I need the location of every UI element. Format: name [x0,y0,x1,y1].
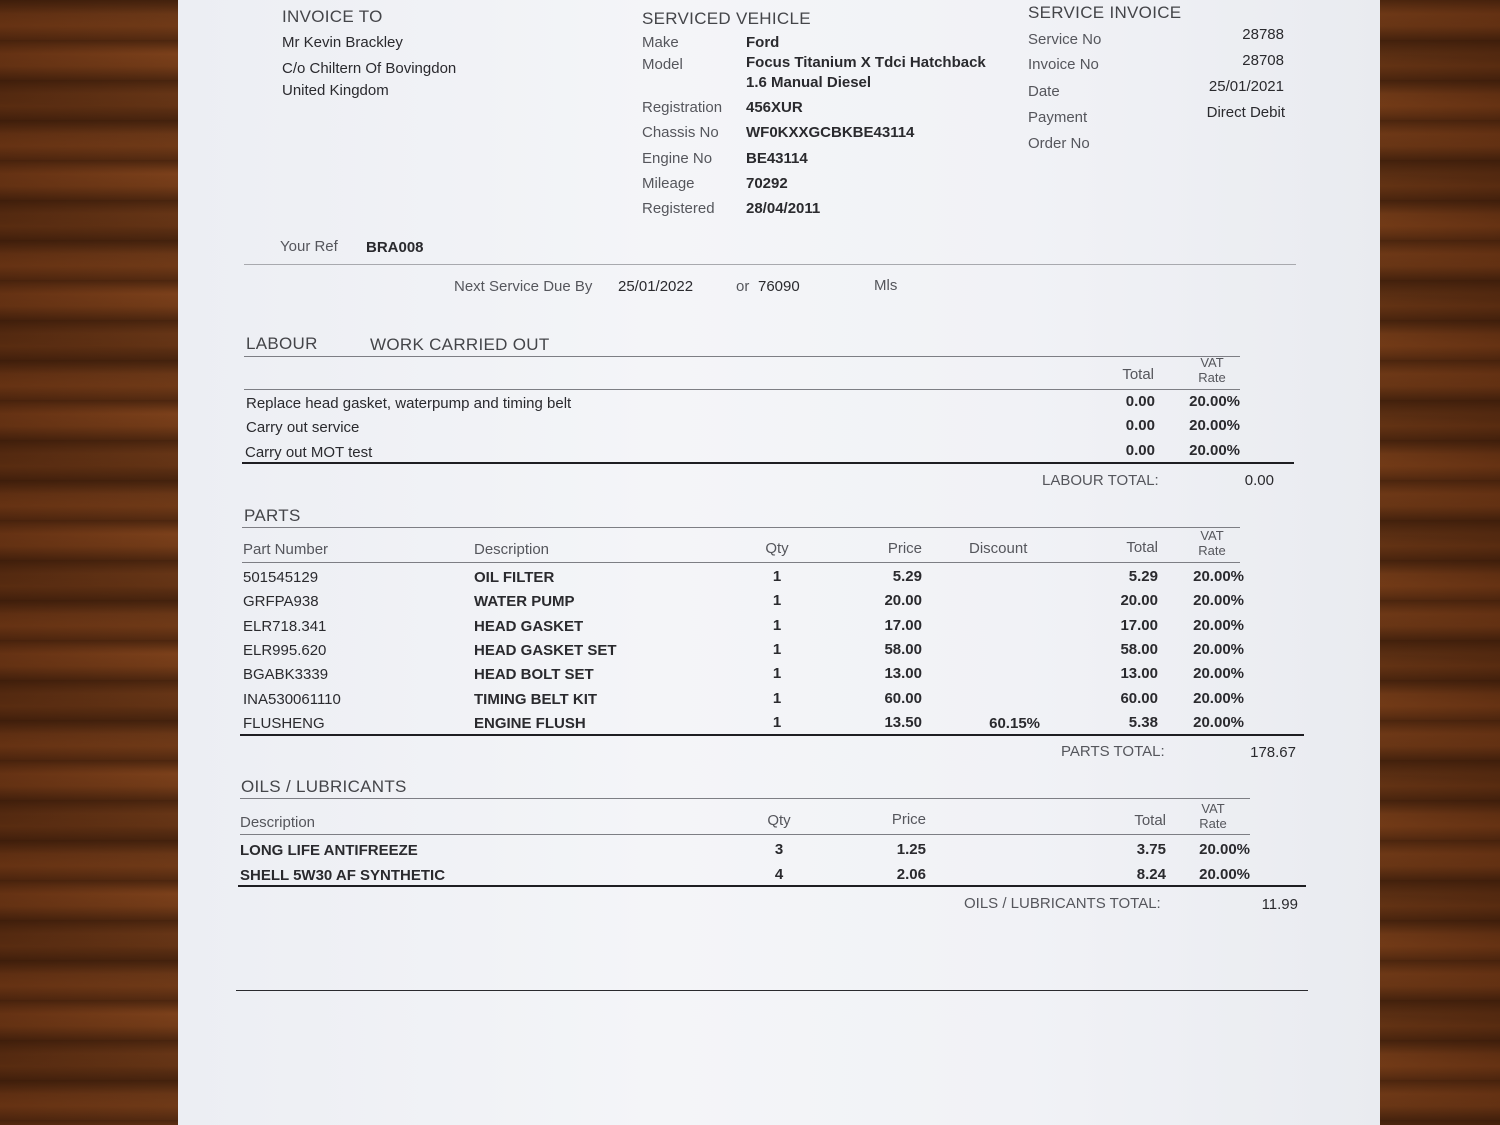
model-value-line1: Focus Titanium X Tdci Hatchback [746,54,986,71]
parts-col-part: Part Number [243,541,329,558]
part-vat: 20.00% [1193,568,1244,585]
oil-description: SHELL 5W30 AF SYNTHETIC [240,867,446,884]
divider [242,562,1240,563]
part-price: 13.50 [884,713,922,731]
part-qty: 1 [772,713,782,731]
parts-col-price: Price [887,540,922,557]
part-total: 5.29 [1128,568,1158,585]
model-label: Model [642,56,683,73]
your-ref-value: BRA008 [366,239,424,256]
invoice-to-line: Mr Kevin Brackley [282,34,403,51]
parts-heading: PARTS [244,506,301,525]
labour-total-label: LABOUR TOTAL: [1042,472,1159,489]
registration-value: 456XUR [746,99,803,116]
labour-col-vat [1182,355,1242,385]
service-no-value: 28788 [1242,26,1284,43]
labour-row-vat: 20.00% [1189,417,1240,434]
invoice-to-line: C/o Chiltern Of Bovingdon [282,60,457,77]
part-total: 5.38 [1128,713,1158,731]
part-number: BGABK3339 [243,666,329,684]
part-qty: 1 [772,592,782,610]
part-price: 5.29 [892,568,922,585]
parts-col-vat-line1: VAT [1200,528,1224,543]
oils-col-total: Total [1134,812,1166,829]
next-service-label: Next Service Due By [454,278,593,295]
chassis-value: WF0KXXGCBKBE43114 [746,124,915,141]
labour-row-desc: Carry out MOT test [245,444,373,461]
part-number: FLUSHENG [243,714,325,732]
part-price: 17.00 [884,616,922,634]
service-invoice-heading: SERVICE INVOICE [1028,3,1182,22]
part-qty: 1 [772,640,782,658]
oil-description: LONG LIFE ANTIFREEZE [240,842,418,859]
part-price: 13.00 [884,665,922,683]
part-number: GRFPA938 [243,593,319,611]
divider [244,264,1296,265]
part-vat: 20.00% [1193,640,1244,658]
parts-total-label: PARTS TOTAL: [1061,743,1165,760]
part-vat: 20.00% [1193,616,1244,634]
part-number: 501545129 [243,569,319,586]
part-description: OIL FILTER [474,569,555,586]
part-qty: 1 [772,665,782,683]
labour-col-vat-line1: VAT [1200,355,1224,370]
labour-row-desc: Carry out service [246,419,360,436]
oil-price: 1.25 [896,841,926,858]
part-price: 58.00 [884,640,922,658]
oils-heading: OILS / LUBRICANTS [241,777,407,796]
next-service-miles: 76090 [758,278,800,295]
invoice-no-label: Invoice No [1028,56,1099,73]
part-description: HEAD BOLT SET [474,666,594,684]
part-qty: 1 [772,568,782,585]
make-value: Ford [746,34,780,51]
registered-label: Registered [642,200,715,217]
parts-col-desc: Description [474,541,550,558]
part-number: INA530061110 [243,690,341,708]
invoice-to-line: United Kingdom [282,82,389,99]
oil-total: 8.24 [1136,866,1166,883]
order-no-label: Order No [1028,135,1090,152]
labour-row-total: 0.00 [1125,417,1155,434]
oils-col-vat-line1: VAT [1201,801,1225,816]
next-service-date: 25/01/2022 [618,278,694,295]
oil-qty: 4 [774,866,784,883]
oils-col-desc: Description [240,814,316,831]
parts-col-vat [1182,528,1242,558]
oil-price: 2.06 [896,866,926,883]
oils-col-qty: Qty [767,812,791,829]
parts-col-total: Total [1126,539,1158,556]
part-description: ENGINE FLUSH [474,714,586,732]
part-total: 20.00 [1120,592,1158,610]
invoice-no-value: 28708 [1242,52,1284,69]
labour-heading: LABOUR [246,334,318,353]
part-number: ELR995.620 [243,641,327,659]
parts-col-qty: Qty [765,540,789,557]
divider [240,798,1250,799]
oil-vat: 20.00% [1199,866,1250,883]
labour-col-total: Total [1122,366,1154,383]
next-service-or: or [736,278,750,295]
parts-total-value: 178.67 [1250,744,1296,761]
make-label: Make [642,34,679,51]
labour-total-value: 0.00 [1244,472,1274,489]
labour-subheading: WORK CARRIED OUT [370,335,550,354]
your-ref-label: Your Ref [280,238,338,255]
divider [242,527,1240,528]
date-label: Date [1028,83,1060,100]
registration-label: Registration [642,99,723,116]
divider [238,885,1306,887]
labour-col-vat-line2: Rate [1198,370,1226,385]
parts-col-discount: Discount [969,540,1028,557]
payment-label: Payment [1028,109,1088,126]
part-number: ELR718.341 [243,617,327,635]
part-total: 17.00 [1120,616,1158,634]
oils-col-vat [1182,801,1244,831]
divider [236,990,1308,991]
invoice-paper [178,0,1380,1125]
mileage-label: Mileage [642,175,695,192]
divider [240,734,1304,736]
next-service-unit: Mls [874,277,898,294]
part-qty: 1 [772,689,782,707]
date-value: 25/01/2021 [1208,78,1284,95]
chassis-label: Chassis No [642,124,719,141]
registered-value: 28/04/2011 [746,200,821,217]
part-description: HEAD GASKET [474,617,584,635]
part-price: 60.00 [884,689,922,707]
part-total: 58.00 [1120,640,1158,658]
labour-row-vat: 20.00% [1189,442,1240,459]
oils-total-label: OILS / LUBRICANTS TOTAL: [964,895,1161,912]
oil-vat: 20.00% [1199,841,1250,858]
mileage-value: 70292 [746,175,788,192]
part-description: WATER PUMP [474,593,575,611]
part-total: 13.00 [1120,665,1158,683]
oils-col-vat-line2: Rate [1199,816,1227,831]
divider [242,462,1294,464]
part-price: 20.00 [884,592,922,610]
part-total: 60.00 [1120,689,1158,707]
part-vat: 20.00% [1193,689,1244,707]
part-vat: 20.00% [1193,592,1244,610]
parts-col-vat-line2: Rate [1198,543,1226,558]
payment-value: Direct Debit [1206,104,1285,121]
part-vat: 20.00% [1193,665,1244,683]
part-discount: 60.15% [989,714,1040,732]
divider [244,356,1240,357]
engine-label: Engine No [642,150,713,167]
part-description: HEAD GASKET SET [474,641,617,659]
engine-value: BE43114 [746,150,808,167]
divider [244,389,1240,390]
labour-row-desc: Replace head gasket, waterpump and timing belt [246,395,572,412]
invoice-to-heading: INVOICE TO [282,7,383,26]
oil-total: 3.75 [1136,841,1166,858]
oil-qty: 3 [774,841,784,858]
part-description: TIMING BELT KIT [474,690,598,708]
part-qty: 1 [772,616,782,634]
model-value-line2: 1.6 Manual Diesel [746,74,872,91]
labour-row-total: 0.00 [1125,393,1155,410]
part-vat: 20.00% [1193,713,1244,731]
service-no-label: Service No [1028,31,1102,48]
divider [240,834,1250,835]
labour-row-vat: 20.00% [1189,393,1240,410]
oils-total-value: 11.99 [1261,896,1298,913]
oils-col-price: Price [891,811,926,828]
vehicle-heading: SERVICED VEHICLE [642,9,811,28]
labour-row-total: 0.00 [1125,442,1155,459]
